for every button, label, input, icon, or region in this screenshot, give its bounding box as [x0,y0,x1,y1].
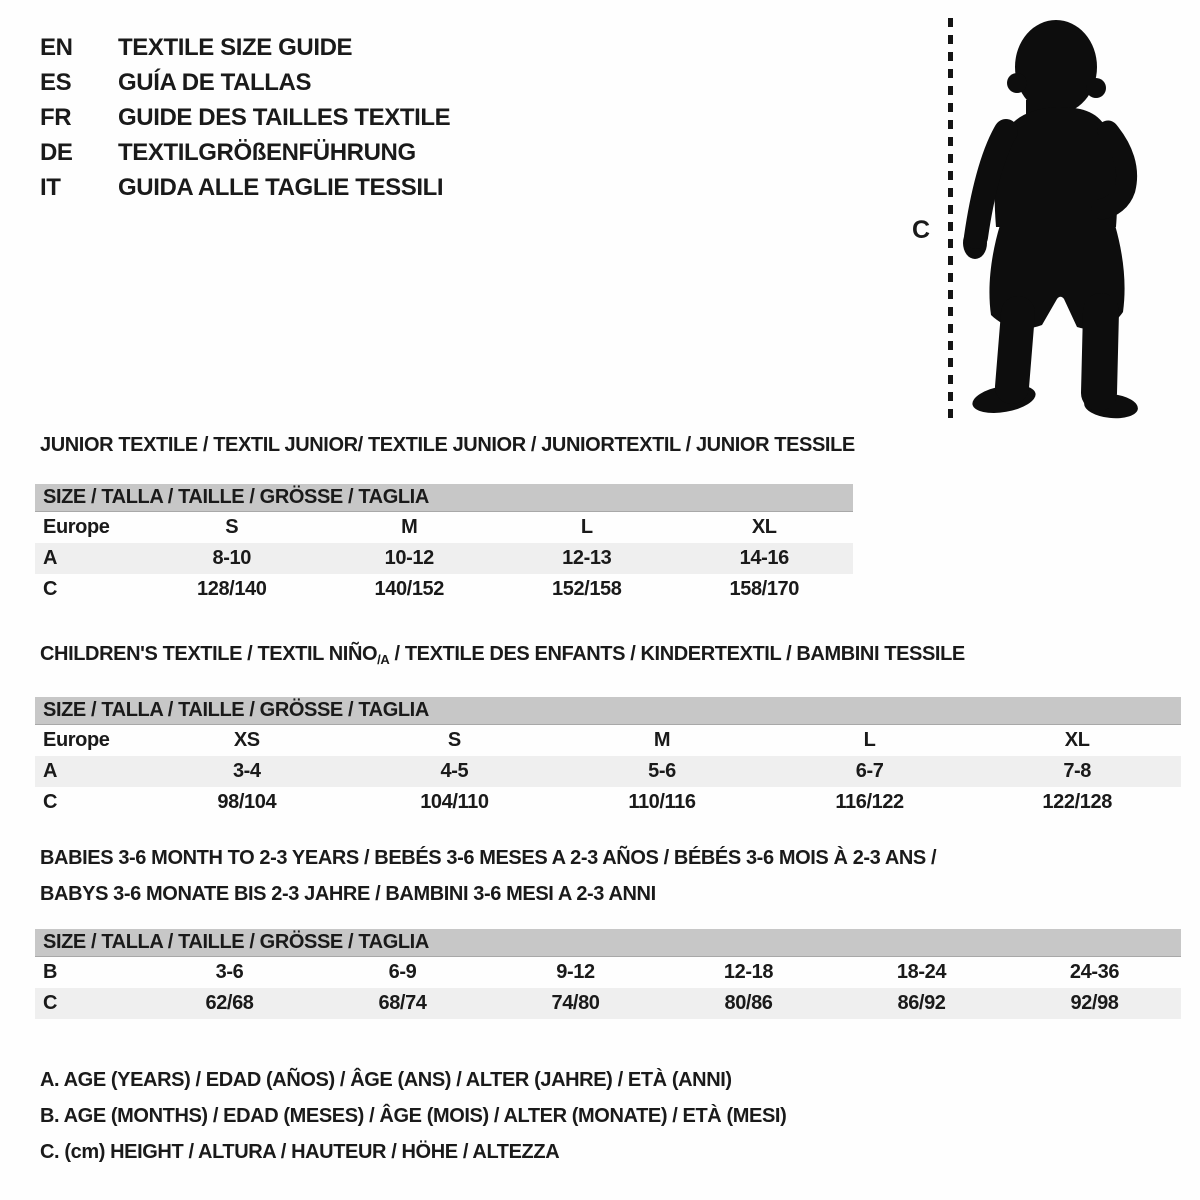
months-value-cell: 18-24 [896,961,947,983]
measurement-legend [40,1062,786,1170]
children-section-title [40,643,965,667]
language-row-en [40,30,450,65]
row-label-cell: A [43,760,58,782]
row-label-cell: C [43,791,58,813]
age-value-cell: 3-4 [232,760,261,782]
table-row-height [35,574,853,605]
children-title-main: CHILDREN'S TEXTILE / TEXTIL NIÑO [40,643,378,665]
language-code: EN [40,34,73,61]
size-value-cell: L [580,516,593,538]
babies-section-title-line1: BABIES 3-6 MONTH TO 2-3 YEARS / BEBÉS 3-6 MESES A 2-3 AÑOS / BÉBÉS 3-6 MOIS À 2-3 ANS / [40,847,937,869]
months-value-cell: 9-12 [556,961,595,983]
height-value-cell: 152/158 [552,578,622,600]
guide-title-it: GUIDA ALLE TAGLIE TESSILI [118,174,444,201]
size-value-cell: XS [233,729,260,751]
junior-size-table [35,484,853,605]
age-value-cell: 14-16 [739,547,789,569]
row-label-cell: C [43,578,58,600]
age-value-cell: 8-10 [212,547,251,569]
table-row-height [35,787,1181,818]
language-code: IT [40,174,61,201]
row-label-cell: B [43,961,58,983]
language-row-es [40,65,450,100]
language-code: FR [40,104,72,131]
size-value-cell: S [225,516,239,538]
language-row-it [40,170,450,205]
age-value-cell: 7-8 [1063,760,1092,782]
height-value-cell: 92/98 [1070,992,1119,1014]
legend-line-a: A. AGE (YEARS) / EDAD (AÑOS) / ÂGE (ANS) / ALTER (JAHRE) / ETÀ (ANNI) [40,1069,732,1091]
height-value-cell: 68/74 [378,992,427,1014]
size-value-cell: M [401,516,418,538]
height-value-cell: 98/104 [217,791,277,813]
height-value-cell: 158/170 [729,578,799,600]
height-value-cell: 110/116 [628,791,696,813]
language-row-de [40,135,450,170]
height-value-cell: 86/92 [897,992,946,1014]
months-value-cell: 3-6 [215,961,244,983]
height-value-cell: 128/140 [197,578,267,600]
language-code: DE [40,139,73,166]
size-header-band: SIZE / TALLA / TAILLE / GRÖSSE / TAGLIA [35,929,1181,957]
months-value-cell: 24-36 [1069,961,1120,983]
size-value-cell: S [447,729,461,751]
table-row-months [35,957,1181,988]
size-header-band: SIZE / TALLA / TAILLE / GRÖSSE / TAGLIA [35,484,853,512]
size-value-cell: XL [1064,729,1090,751]
height-value-cell: 74/80 [551,992,600,1014]
babies-section-title-line2: BABYS 3-6 MONATE BIS 2-3 JAHRE / BAMBINI 3-6 MESI A 2-3 ANNI [40,883,656,905]
height-value-cell: 116/122 [835,791,904,813]
junior-section-title: JUNIOR TEXTILE / TEXTIL JUNIOR/ TEXTILE JUNIOR / JUNIORTEXTIL / JUNIOR TESSILE [40,434,855,456]
language-row-fr [40,100,450,135]
guide-title-es: GUÍA DE TALLAS [118,69,312,96]
age-value-cell: 12-13 [562,547,612,569]
height-measure-label: C [912,216,930,244]
toddler-silhouette-icon [960,15,1140,420]
babies-size-table [35,929,1181,1019]
children-size-table [35,697,1181,818]
children-title-sub: /A [377,652,390,667]
height-value-cell: 122/128 [1042,791,1112,813]
guide-title-fr: GUIDE DES TAILLES TEXTILE [118,104,451,131]
age-value-cell: 10-12 [384,547,434,569]
legend-line-b: B. AGE (MONTHS) / EDAD (MESES) / ÂGE (MOIS) / ALTER (MONATE) / ETÀ (MESI) [40,1105,787,1127]
row-label-cell: Europe [43,516,110,538]
size-value-cell: L [863,729,876,751]
age-value-cell: 4-5 [440,760,469,782]
size-value-cell: XL [751,516,777,538]
guide-title-de: TEXTILGRÖßENFÜHRUNG [118,139,416,166]
age-value-cell: 5-6 [648,760,676,782]
guide-title-en: TEXTILE SIZE GUIDE [118,34,353,61]
language-title-list [40,30,450,205]
size-value-cell: M [653,729,671,751]
row-label-cell: C [43,992,58,1014]
legend-line-c: C. (cm) HEIGHT / ALTURA / HAUTEUR / HÖHE / ALTEZZA [40,1141,560,1163]
height-value-cell: 62/68 [205,992,254,1014]
table-row-height [35,988,1181,1019]
row-label-cell: Europe [43,729,110,751]
table-row-europe [35,512,853,543]
months-value-cell: 6-9 [388,961,417,983]
months-value-cell: 12-18 [723,961,774,983]
table-row-age [35,756,1181,787]
height-value-cell: 80/86 [724,992,773,1014]
height-value-cell: 104/110 [420,791,489,813]
language-code: ES [40,69,72,96]
children-title-rest: / TEXTILE DES ENFANTS / KINDERTEXTIL / BAMBINI TESSILE [389,643,965,665]
height-value-cell: 140/152 [374,578,444,600]
table-row-age [35,543,853,574]
size-header-band: SIZE / TALLA / TAILLE / GRÖSSE / TAGLIA [35,697,1181,725]
table-row-europe [35,725,1181,756]
age-value-cell: 6-7 [855,760,884,782]
height-dashed-line [948,18,953,418]
row-label-cell: A [43,547,58,569]
